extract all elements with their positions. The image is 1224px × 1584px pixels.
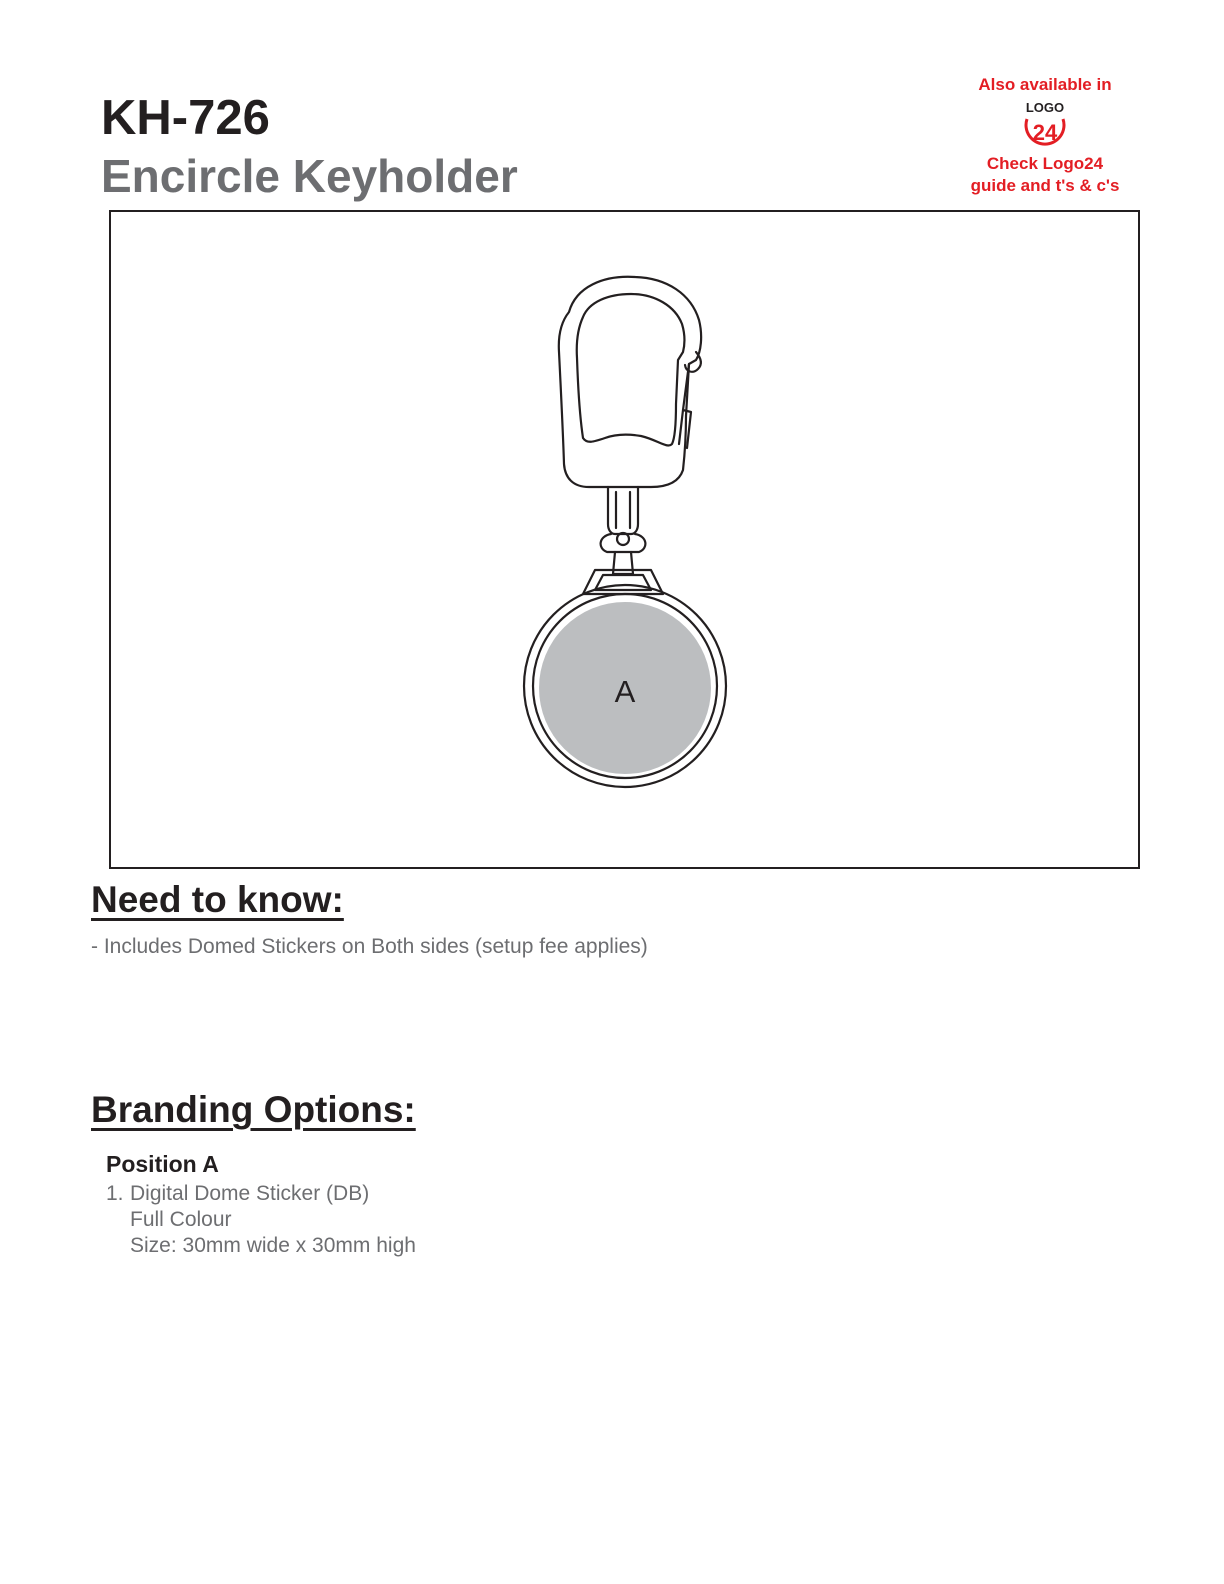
logo24-badge-top: LOGO	[1025, 100, 1065, 115]
swivel-neck	[608, 487, 638, 534]
branding-options-heading: Branding Options:	[91, 1089, 416, 1130]
logo24-available-text: Also available in	[978, 75, 1112, 94]
position-a-label: A	[614, 674, 636, 709]
carabiner-inner	[577, 294, 685, 445]
branding-option-row	[106, 1207, 416, 1233]
logo24-notice	[952, 74, 1138, 197]
product-code: KH-726	[101, 91, 270, 145]
need-to-know-heading: Need to know:	[91, 879, 344, 920]
logo24-terms-text: guide and t's & c's	[970, 176, 1120, 195]
branding-option-size: Size: 30mm wide x 30mm high	[130, 1234, 416, 1257]
keyholder-drawing	[111, 212, 1138, 867]
logo24-check-text: Check Logo24	[986, 154, 1104, 173]
branding-option-row	[106, 1233, 416, 1259]
logo24-badge-number: 24	[1032, 120, 1058, 145]
branding-option-method: Digital Dome Sticker (DB)	[130, 1182, 370, 1205]
product-name: Encircle Keyholder	[101, 150, 518, 202]
product-image-frame	[109, 210, 1140, 869]
carabiner-outer	[559, 277, 701, 487]
branding-option-row	[106, 1181, 416, 1207]
branding-option-number: 1.	[106, 1182, 124, 1205]
need-to-know-item: - Includes Domed Stickers on Both sides (setup fee applies)	[91, 935, 648, 958]
swivel-joint	[601, 534, 646, 552]
logo24-badge-icon	[1015, 97, 1075, 153]
branding-option-colour: Full Colour	[130, 1208, 232, 1231]
branding-option-list	[106, 1181, 416, 1259]
position-a-title: Position A	[106, 1151, 219, 1177]
